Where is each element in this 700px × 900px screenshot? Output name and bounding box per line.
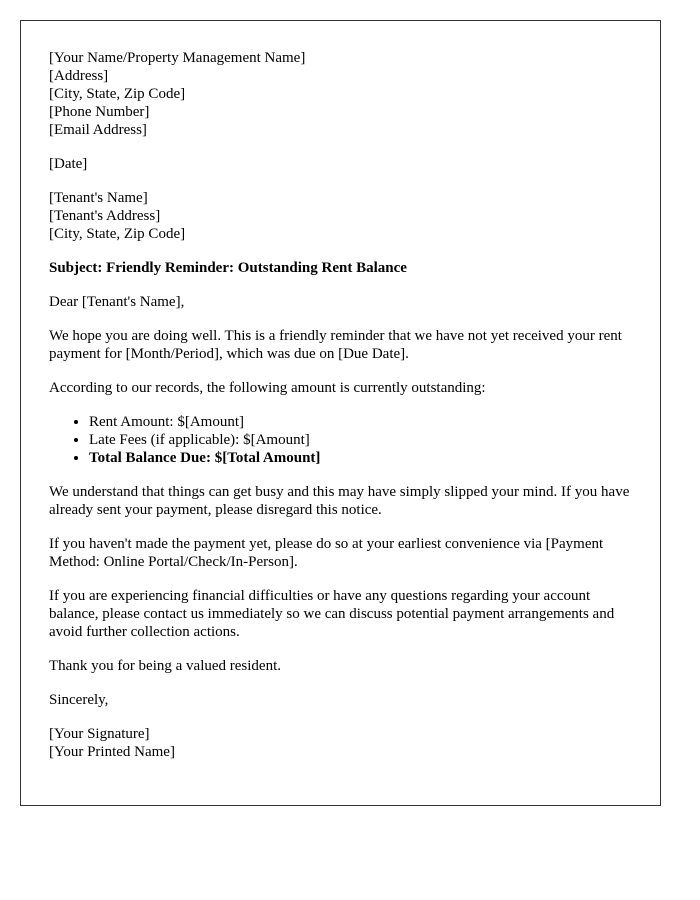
recipient-name: [Tenant's Name]: [49, 190, 148, 206]
paragraph-thanks: Thank you for being a valued resident.: [49, 658, 282, 674]
amount-list: [49, 413, 632, 467]
sender-city: [City, State, Zip Code]: [49, 86, 186, 102]
list-item-total: [89, 449, 632, 467]
sender-email: [Email Address]: [49, 122, 147, 138]
paragraph-difficulties: If you are experiencing financial difficulties or have any questions regarding your account balance, please contact us immediately so we can discuss potential payment arrangements and avoid further collection actions.: [49, 588, 615, 640]
salutation: Dear [Tenant's Name],: [49, 294, 185, 310]
total-balance: Total Balance Due: $[Total Amount]: [89, 450, 321, 466]
printed-name: [Your Printed Name]: [49, 744, 175, 760]
recipient-block: [49, 189, 632, 243]
subject: Subject: Friendly Reminder: Outstanding Rent Balance: [49, 260, 407, 276]
date: [Date]: [49, 156, 88, 172]
paragraph-records: According to our records, the following amount is currently outstanding:: [49, 380, 486, 396]
recipient-city: [City, State, Zip Code]: [49, 226, 186, 242]
letter: [20, 20, 661, 806]
signature-block: [49, 725, 632, 761]
list-item-late-fees: • Late Fees (if applicable): $[Amount]: [89, 431, 632, 449]
recipient-address: [Tenant's Address]: [49, 208, 161, 224]
paragraph-payment: If you haven't made the payment yet, please do so at your earliest convenience via [Payment Method: Online Portal/Check/In-Person].: [49, 536, 604, 570]
sender-address: [Address]: [49, 68, 109, 84]
paragraph-reminder: We hope you are doing well. This is a friendly reminder that we have not yet received your rent payment for [Month/Period], which was due on [Due Date].: [49, 328, 622, 362]
sender-name: [Your Name/Property Management Name]: [49, 50, 306, 66]
closing: Sincerely,: [49, 692, 109, 708]
paragraph-understanding: We understand that things can get busy and this may have simply slipped your mind. If you have already sent your payment, please disregard this notice.: [49, 484, 630, 518]
sender-phone: [Phone Number]: [49, 104, 150, 120]
sender-block: [49, 49, 632, 139]
list-item-rent: • Rent Amount: $[Amount]: [89, 413, 632, 431]
signature: [Your Signature]: [49, 726, 150, 742]
